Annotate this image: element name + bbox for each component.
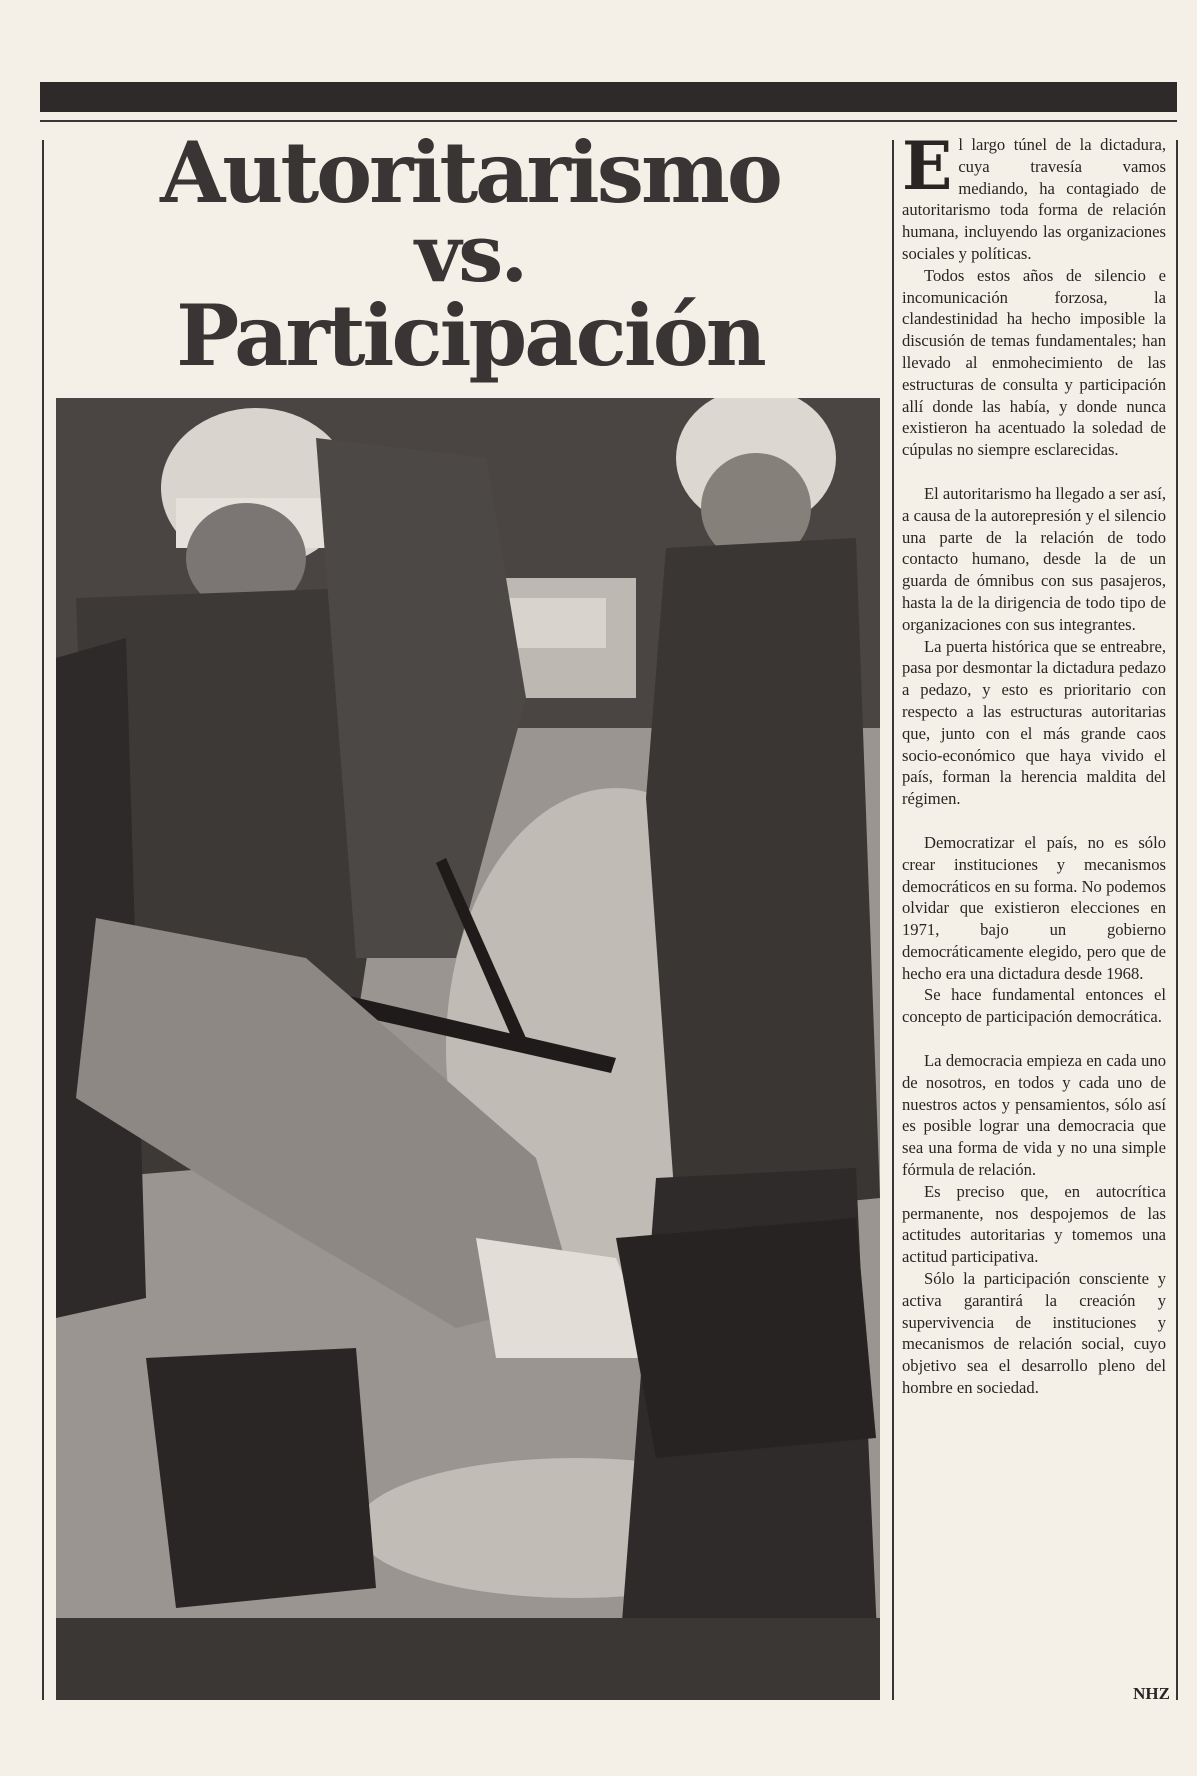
header-rule (40, 120, 1177, 122)
article-paragraph: Todos estos años de silencio e incomunicación forzosa, la clandestinidad ha hecho imposible la discusión de temas fundamentales; han llevado al enmohecimiento de las estructuras de consulta y participación allí donde las había, y donde nunca existieron ha acentuado la soledad de cúpulas no siempre esclarecidas. (902, 265, 1166, 460)
riot-police-photo (56, 398, 880, 1700)
author-signature: NHZ (1133, 1684, 1170, 1703)
title-line-2: vs. (414, 206, 526, 300)
title-line-1: Autoritarismo (160, 123, 780, 222)
right-column-rule (1176, 140, 1178, 1700)
header-bar (40, 82, 1177, 112)
left-column-rule (42, 140, 44, 1700)
article-paragraph: Se hace fundamental entonces el concepto de participación democrática. (902, 985, 1166, 1027)
drop-cap: E (902, 127, 953, 205)
article-paragraph: Sólo la participación consciente y activa garantirá la creación y supervivencia de instituciones y mecanismos de relación social, cuyo objetivo sea el desarrollo pleno del hombre en sociedad. (902, 1269, 1166, 1398)
article-paragraph: Es preciso que, en autocrítica permanente, nos despojemos de las actitudes autoritarias y tomemos una actitud participativa. (902, 1181, 1166, 1267)
title-line-3: Participación (176, 286, 764, 385)
column-divider-rule (892, 140, 894, 1700)
article-title (60, 123, 880, 385)
article-paragraph: La puerta histórica que se entreabre, pasa por desmontar la dictadura pedazo a pedazo, y esto es prioritario con respecto a las estructuras autoritarias que, junto con el más grande caos socio-económico que haya vivido el país, forman la herencia maldita del régimen. (902, 636, 1166, 809)
article-paragraph: El autoritarismo ha llegado a ser así, a causa de la autorepresión y el silencio una parte de la relación de todo contacto humano, desde la de un guarda de ómnibus con sus pasajeros, hasta la de la dirigencia de todo tipo de organizaciones con sus integrantes. (902, 483, 1166, 634)
article-body (902, 127, 1166, 1399)
article-paragraph: El largo túnel de la dictadura, cuya travesía vamos mediando, ha contagiado de autoritarismo toda forma de relación humana, incluyendo las organizaciones sociales y políticas. (902, 127, 1166, 263)
article-paragraph: Democratizar el país, no es sólo crear instituciones y mecanismos democráticos en su forma. No podemos olvidar que existieron elecciones en 1971, bajo un gobierno democráticamente elegido, pero que de hecho era una dictadura desde 1968. (902, 832, 1166, 983)
article-paragraph: La democracia empieza en cada uno de nosotros, en todos y cada uno de nuestros actos y pensamientos, sólo así es posible lograr una democracia que sea una forma de vida y no una simple fórmula de relación. (902, 1051, 1166, 1180)
